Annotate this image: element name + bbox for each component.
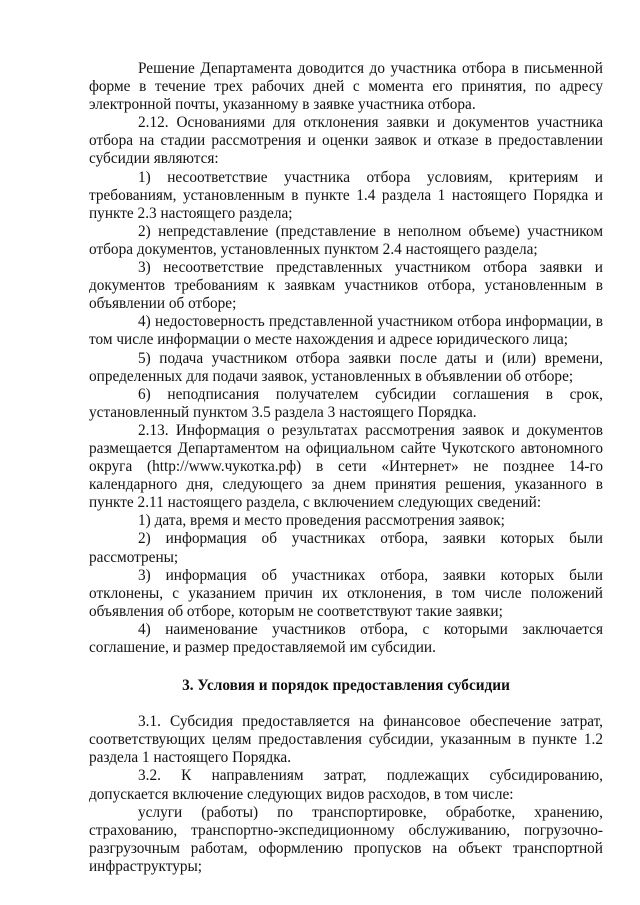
list-item-2-12-6: 6) неподписания получателем субсидии соглашения в срок, установленный пунктом 3.5 раздела 3 настоящего Порядка. [89, 385, 603, 421]
list-item-2-13-1: 1) дата, время и место проведения рассмотрения заявок; [138, 512, 505, 530]
list-item-2-12-2: 2) непредставление (представление в неполном объеме) участником отбора документов, установленных пунктом 2.4 настоящего раздела; [89, 222, 603, 258]
list-item-2-13-2: 2) информация об участниках отбора, заявки которых были рассмотрены; [89, 530, 603, 566]
list-item-3-2-services: услуги (работы) по транспортировке, обработке, хранению, страхованию, транспортно-экспедиционному обслуживанию, погрузочно-разгрузочным работам, оформлению пропусков на объект транспортной инфраструктуры; [89, 803, 603, 875]
list-item-2-12-5: 5) подача участником отбора заявки после даты и (или) времени, определенных для подачи заявок, установленных в объявлении об отборе; [89, 349, 603, 385]
document-page [89, 60, 603, 876]
paragraph-2-12: 2.12. Основаниями для отклонения заявки и документов участника отбора на стадии рассмотрения и оценки заявок и отказе в предоставлении субсидии являются: [89, 114, 603, 168]
paragraph-3-1: 3.1. Субсидия предоставляется на финансовое обеспечение затрат, соответствующих целям предоставления субсидии, указанным в пункте 1.2 раздела 1 настоящего Порядка. [89, 713, 603, 767]
list-item-2-13-4: 4) наименование участников отбора, с которыми заключается соглашение, и размер предоставляемой им субсидии. [89, 620, 603, 656]
list-item-2-13-3: 3) информация об участниках отбора, заявки которых были отклонены, с указанием причин их отклонения, в том числе положений объявления об отборе, которым не соответствуют такие заявки; [89, 566, 603, 620]
paragraph-3-2: 3.2. К направлениям затрат, подлежащих субсидированию, допускается включение следующих видов расходов, в том числе: [89, 767, 603, 803]
paragraph-decision-notice: Решение Департамента доводится до участника отбора в письменной форме в течение трех рабочих дней с момента его принятия, по адресу электронной почты, указанному в заявке участника отбора. [89, 60, 603, 114]
list-item-2-12-4: 4) недостоверность представленной участником отбора информации, в том числе информации о месте нахождения и адресе юридического лица; [89, 313, 603, 349]
list-item-2-12-3: 3) несоответствие представленных участником отбора заявки и документов требованиям к заявкам участников отбора, установленным в объявлении об отборе; [89, 259, 603, 313]
list-item-2-12-1: 1) несоответствие участника отбора условиям, критериям и требованиям, установленным в пункте 1.4 раздела 1 настоящего Порядка и пункте 2.3 настоящего раздела; [89, 168, 603, 222]
section-heading: 3. Условия и порядок предоставления субсидии [182, 677, 510, 695]
paragraph-2-13: 2.13. Информация о результатах рассмотрения заявок и документов размещается Департаментом на официальном сайте Чукотского автономного округа (http://www.чукотка.рф) в сети «Интернет» не позднее 14-го календарного дня, следующего за днем принятия решения, указанного в пункте 2.11 настоящего раздела, с включением следующих сведений: [89, 421, 603, 512]
